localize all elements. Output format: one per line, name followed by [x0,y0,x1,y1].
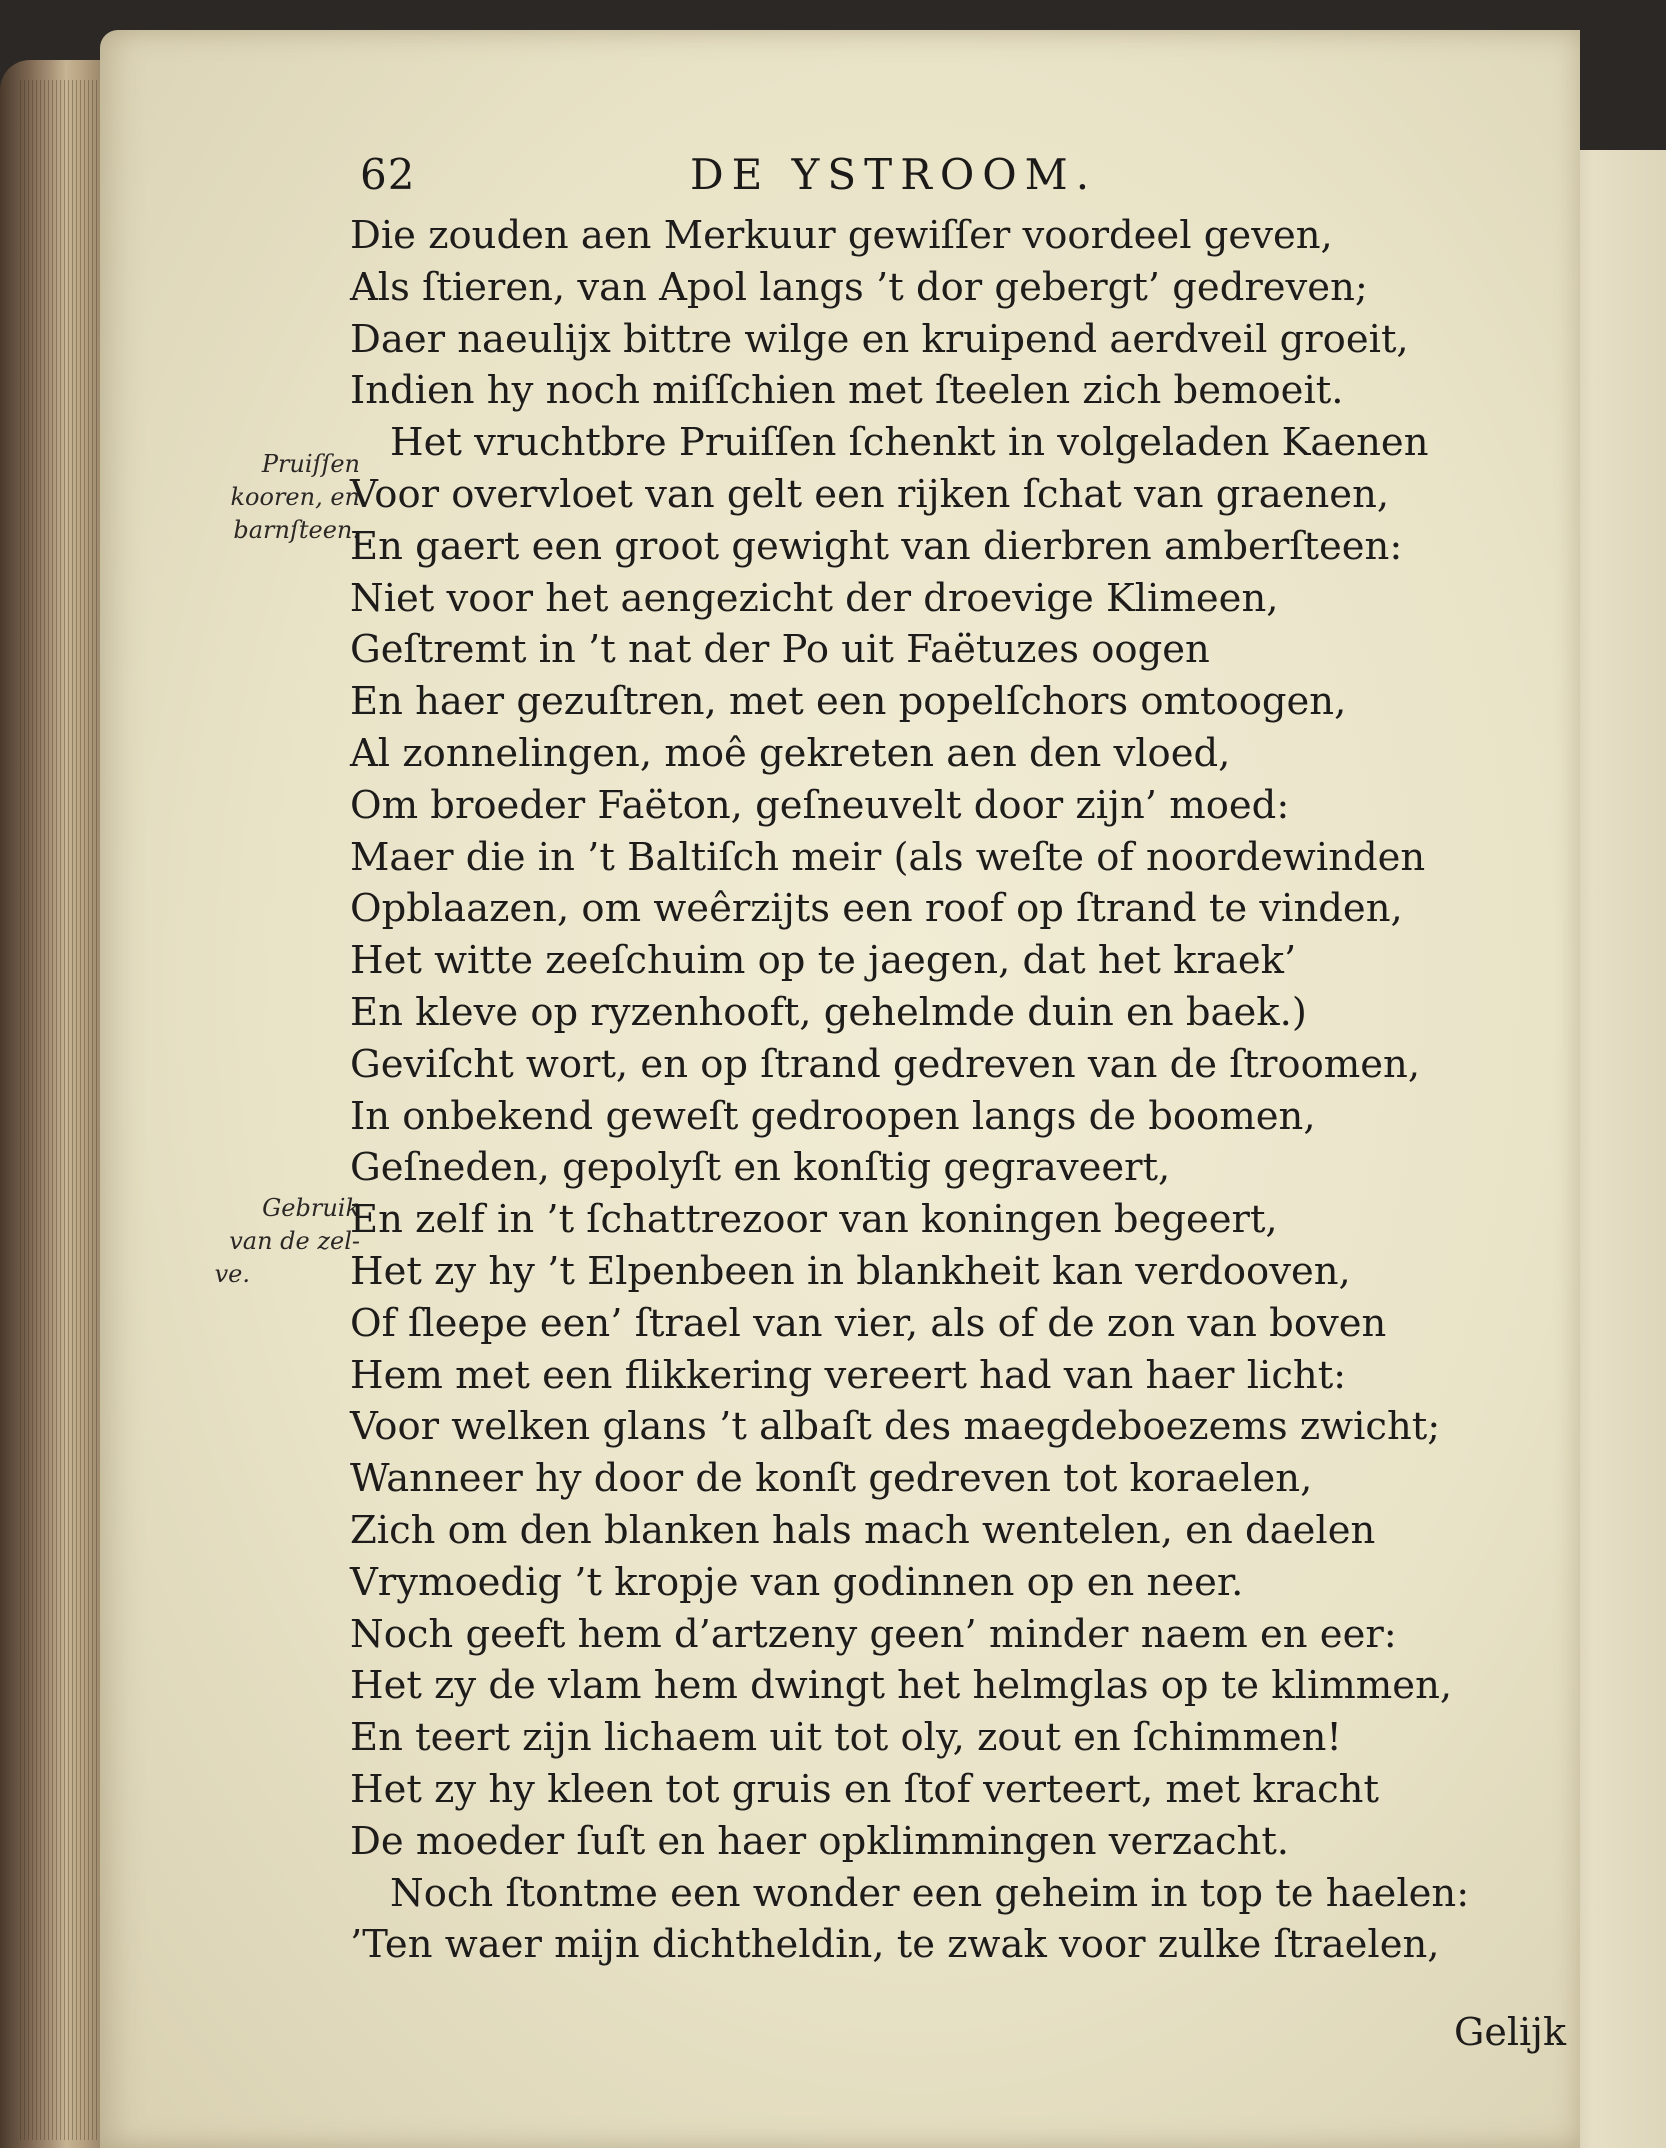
verse-line: Daer naeulijx bittre wilge en kruipend aerdveil groeit, [350,316,1409,362]
verse-line: En teert zijn lichaem uit tot oly, zout en ſchimmen! [350,1715,1342,1761]
verse-line: Het vruchtbre Pruiſſen ſchenkt in volgeladen Kaenen [390,420,1429,466]
page-number: 62 [360,150,416,199]
page-edges [20,80,100,2140]
verse-line: Geſneden, gepolyſt en konſtig gegraveert, [350,1145,1171,1191]
verse-line: Maer die in ’t Baltiſch meir (als weſte of noordewinden [350,834,1426,880]
verse-line: Het zy de vlam hem dwingt het helmglas op te klimmen, [350,1663,1453,1709]
verse-line: Opblaazen, om weêrzijts een roof op ſtrand te vinden, [350,886,1403,932]
catchword: Gelijk [1454,2010,1566,2054]
verse-line: En gaert een groot gewight van dierbren amberſteen: [350,523,1403,569]
side-note-line: barnſteen. [233,516,360,544]
verse-line: Zich om den blanken hals mach wentelen, en daelen [350,1507,1376,1553]
verse-line: Noch ſtontme een wonder een geheim in top te haelen: [390,1870,1470,1916]
verse-line: Het zy hy ’t Elpenbeen in blankheit kan verdooven, [350,1248,1351,1294]
side-note-line: ve. [214,1260,250,1288]
verse-line: Voor overvloet van gelt een rijken ſchat van graenen, [350,471,1390,517]
verse-line: Het zy hy kleen tot gruis en ſtof verteert, met kracht [350,1766,1379,1812]
verse-line: Geſtremt in ’t nat der Po uit Faëtuzes oogen [350,627,1210,673]
verse-line: Wanneer hy door de konſt gedreven tot koraelen, [350,1456,1313,1502]
side-note-line: Gebruik [262,1194,360,1222]
verse-line: Om broeder Faëton, geſneuvelt door zijn’ moed: [350,782,1290,828]
side-note-pruissen [190,448,360,547]
side-note-gebruik [190,1192,360,1291]
verse-line: Noch geeft hem d’artzeny geen’ minder naem en eer: [350,1611,1397,1657]
verse-line: ’Ten waer mijn dichtheldin, te zwak voor zulke ſtraelen, [350,1922,1440,1968]
verse-line: In onbekend geweſt gedroopen langs de boomen, [350,1093,1316,1139]
side-note-line: Pruiſſen [261,450,360,478]
running-title: DE YSTROOM. [690,150,1098,199]
poem-text [350,210,1570,1971]
verse-line: Geviſcht wort, en op ſtrand gedreven van de ſtroomen, [350,1041,1421,1087]
verse-line: Al zonnelingen, moê gekreten aen den vloed, [350,730,1231,776]
verse-line: De moeder ſuſt en haer opklimmingen verzacht. [350,1818,1290,1864]
verse-line: Voor welken glans ’t albaſt des maegdeboezems zwicht; [350,1404,1441,1450]
verse-line: En haer gezuſtren, met een popelſchors omtoogen, [350,679,1347,725]
verse-line: Indien hy noch miſſchien met ſteelen zich bemoeit. [350,368,1344,414]
running-header [360,150,1240,210]
verse-line: En kleve op ryzenhooft, gehelmde duin en baek.) [350,989,1307,1035]
verse-line: Het witte zeeſchuim op te jaegen, dat het kraek’ [350,938,1297,984]
side-note-line: van de zel- [229,1227,360,1255]
verse-line: Niet voor het aengezicht der droevige Klimeen, [350,575,1279,621]
verse-line: Hem met een flikkering vereert had van haer licht: [350,1352,1347,1398]
verse-line: Vrymoedig ’t kropje van godinnen op en neer. [350,1559,1244,1605]
verse-line: Die zouden aen Merkuur gewiſſer voordeel geven, [350,213,1333,258]
side-note-line: kooren, en [230,483,360,511]
verse-line: Als ſtieren, van Apol langs ’t dor gebergt’ gedreven; [350,264,1368,310]
verse-line: En zelf in ’t ſchattrezoor van koningen begeert, [350,1197,1278,1243]
verse-line: Of ſleepe een’ ſtrael van vier, als of de zon van boven [350,1300,1387,1346]
